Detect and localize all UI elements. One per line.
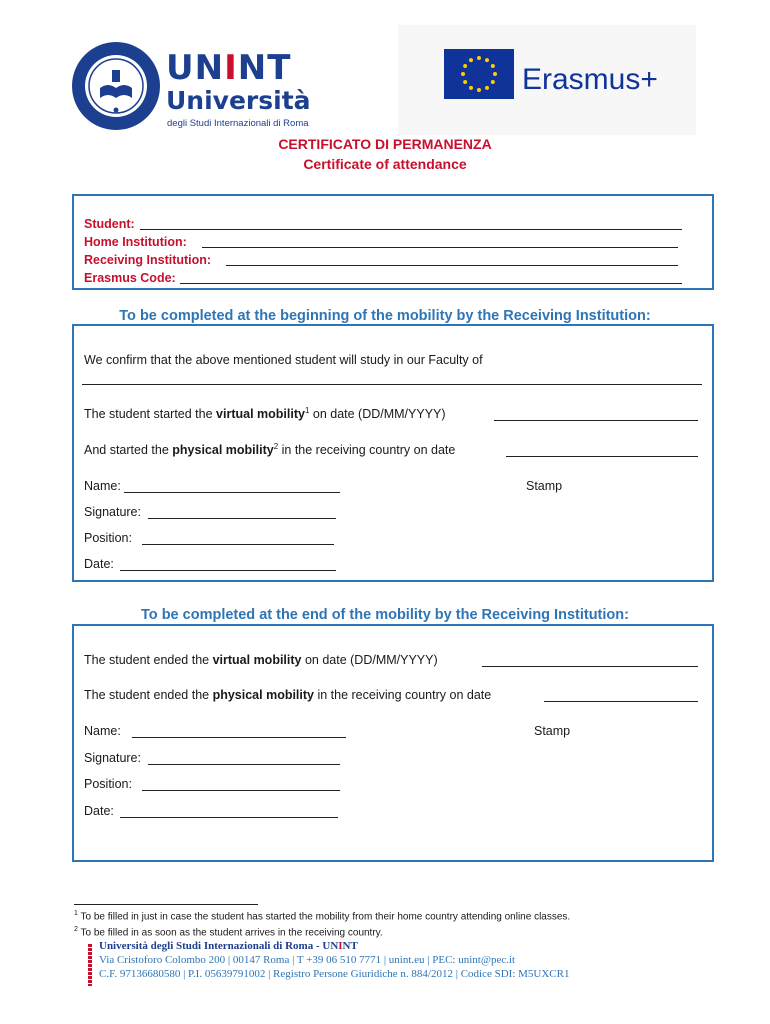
erasmus-code-label: Erasmus Code: — [84, 271, 176, 285]
eu-star-icon — [477, 56, 481, 60]
universita-wordmark: Università — [166, 86, 311, 115]
erasmus-logo — [398, 25, 696, 135]
eu-star-icon — [461, 72, 465, 76]
begin-signature-field[interactable] — [148, 518, 336, 519]
eu-star-icon — [469, 86, 473, 90]
begin-name-label: Name: — [84, 479, 121, 493]
unint-wordmark: UNINT — [166, 48, 292, 88]
footer-address: Via Cristoforo Colombo 200 | 00147 Roma | T +39 06 510 7771 | unint.eu | PEC: unint@pec.it — [99, 954, 516, 966]
virtual-start-date-field[interactable] — [494, 420, 698, 421]
student-field[interactable] — [140, 229, 682, 230]
begin-section-heading: To be completed at the beginning of the mobility by the Receiving Institution: — [119, 308, 651, 324]
footnote-separator — [74, 904, 258, 905]
end-stamp-label: Stamp — [534, 724, 571, 738]
virtual-start-text: The student started the virtual mobility$^1$ on date (DD/MM/YYYY) — [84, 405, 446, 421]
faculty-field[interactable] — [82, 384, 702, 385]
footer-accent-bar — [88, 944, 92, 986]
footnote-1: $^1$ To be filled in just in case the student has started the mobility from their home country attending online classes. — [74, 910, 571, 923]
receiving-institution-label: Receiving Institution: — [84, 253, 212, 267]
eu-star-icon — [477, 88, 481, 92]
home-institution-field[interactable] — [202, 247, 678, 248]
physical-start-text: And started the physical mobility$^2$ in the receiving country on date — [84, 441, 456, 457]
virtual-end-date-field[interactable] — [482, 666, 698, 667]
end-name-field[interactable] — [132, 737, 346, 738]
unint-logo — [70, 40, 310, 132]
end-signature-label: Signature: — [84, 751, 141, 765]
eu-star-icon — [493, 72, 497, 76]
eu-star-icon — [485, 86, 489, 90]
receiving-institution-field[interactable] — [226, 265, 678, 266]
eu-star-icon — [463, 80, 467, 84]
student-label: Student: — [84, 217, 135, 231]
eu-star-icon — [485, 58, 489, 62]
end-section-box — [72, 624, 714, 862]
end-signature-field[interactable] — [148, 764, 340, 765]
end-section-heading: To be completed at the end of the mobility by the Receiving Institution: — [141, 607, 629, 623]
virtual-end-text: The student ended the virtual mobility on date (DD/MM/YYYY) — [84, 653, 438, 667]
erasmus-wordmark: Erasmus+ — [522, 63, 658, 96]
footer-university-name: Università degli Studi Internazionali di Roma - UNINT — [99, 940, 358, 952]
document-title: CERTIFICATO DI PERMANENZA — [278, 136, 492, 152]
footnote-2: $^2$ To be filled in as soon as the student arrives in the receiving country. — [74, 926, 383, 939]
eu-star-icon — [491, 80, 495, 84]
home-institution-label: Home Institution: — [84, 235, 187, 249]
eu-star-icon — [469, 58, 473, 62]
begin-position-field[interactable] — [142, 544, 334, 545]
physical-end-text: The student ended the physical mobility in the receiving country on date — [84, 688, 492, 702]
end-position-field[interactable] — [142, 790, 340, 791]
begin-position-label: Position: — [84, 531, 132, 545]
universita-subtitle: degli Studi Internazionali di Roma — [167, 118, 309, 129]
eu-star-icon — [463, 64, 467, 68]
begin-name-field[interactable] — [124, 492, 340, 493]
student-info-box — [72, 194, 714, 290]
footer-registry: C.F. 97136680580 | P.I. 05639791002 | Registro Persone Giuridiche n. 884/2012 | Codice SDI: M5UXCR1 — [99, 968, 570, 980]
begin-stamp-label: Stamp — [526, 479, 563, 493]
begin-date-label: Date: — [84, 557, 114, 571]
begin-date-field[interactable] — [120, 570, 336, 571]
begin-section-box — [72, 324, 714, 582]
document-subtitle: Certificate of attendance — [303, 156, 467, 172]
begin-signature-label: Signature: — [84, 505, 141, 519]
end-date-label: Date: — [84, 804, 114, 818]
end-position-label: Position: — [84, 777, 132, 791]
end-name-label: Name: — [84, 724, 121, 738]
eu-star-icon — [491, 64, 495, 68]
eu-flag-icon — [444, 49, 514, 99]
confirm-text: We confirm that the above mentioned student will study in our Faculty of — [84, 353, 483, 367]
end-date-field[interactable] — [120, 817, 338, 818]
university-seal-icon — [70, 40, 162, 132]
physical-start-date-field[interactable] — [506, 456, 698, 457]
erasmus-code-field[interactable] — [180, 283, 682, 284]
physical-end-date-field[interactable] — [544, 701, 698, 702]
